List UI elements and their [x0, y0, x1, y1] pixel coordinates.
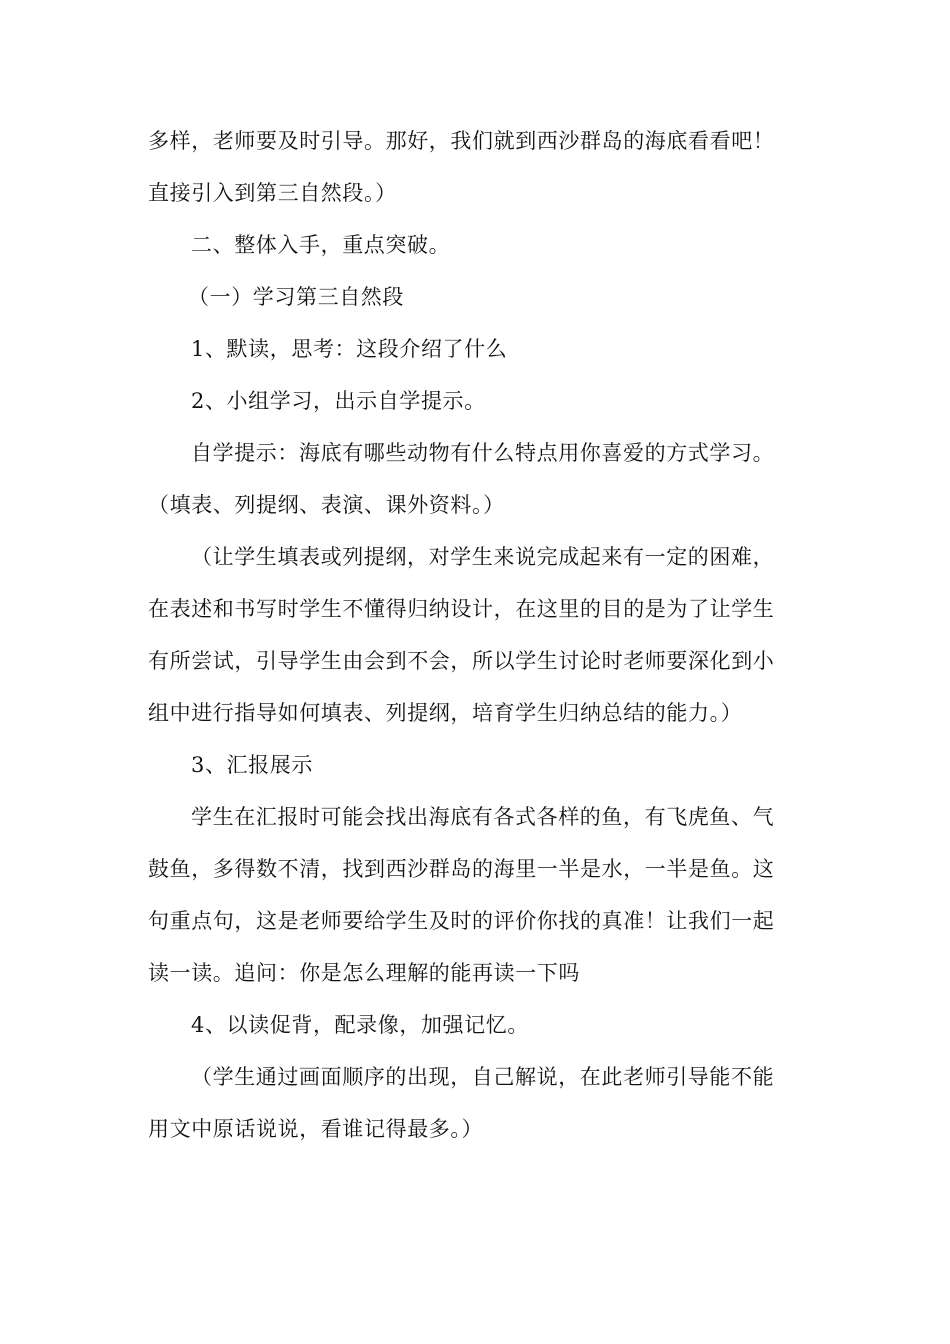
- text-line: 鼓鱼，多得数不清，找到西沙群岛的海里一半是水，一半是鱼。这: [148, 857, 775, 881]
- text-line: （让学生填表或列提纲，对学生来说完成起来有一定的困难，: [191, 545, 775, 569]
- section-heading: 二、整体入手，重点突破。: [191, 233, 451, 257]
- text-line: 2、小组学习，出示自学提示。: [191, 389, 486, 413]
- text-line: 多样，老师要及时引导。那好，我们就到西沙群岛的海底看看吧！: [148, 129, 775, 153]
- text-line: 4、以读促背，配录像，加强记忆。: [191, 1013, 529, 1037]
- text-line: 3、汇报展示: [191, 753, 313, 777]
- text-line: 1、默读，思考：这段介绍了什么: [191, 337, 508, 361]
- subsection-heading: （一）学习第三自然段: [188, 285, 404, 309]
- text-line: 读一读。追问：你是怎么理解的能再读一下吗: [148, 961, 580, 985]
- text-line: 在表述和书写时学生不懂得归纳设计，在这里的目的是为了让学生: [148, 597, 775, 621]
- text-line: 学生在汇报时可能会找出海底有各式各样的鱼，有飞虎鱼、气: [191, 805, 775, 829]
- text-line: 有所尝试，引导学生由会到不会，所以学生讨论时老师要深化到小: [148, 649, 775, 673]
- document-body: [148, 115, 804, 1155]
- text-line: （填表、列提纲、表演、课外资料。）: [148, 493, 505, 517]
- text-line: （学生通过画面顺序的出现，自己解说，在此老师引导能不能: [191, 1065, 775, 1089]
- text-line: 句重点句，这是老师要给学生及时的评价你找的真准！让我们一起: [148, 909, 775, 933]
- text-line: 组中进行指导如何填表、列提纲，培育学生归纳总结的能力。）: [148, 701, 743, 725]
- text-line: 直接引入到第三自然段。）: [148, 181, 397, 205]
- text-line: 自学提示：海底有哪些动物有什么特点用你喜爱的方式学习。: [191, 441, 775, 465]
- text-line: 用文中原话说说，看谁记得最多。）: [148, 1117, 484, 1141]
